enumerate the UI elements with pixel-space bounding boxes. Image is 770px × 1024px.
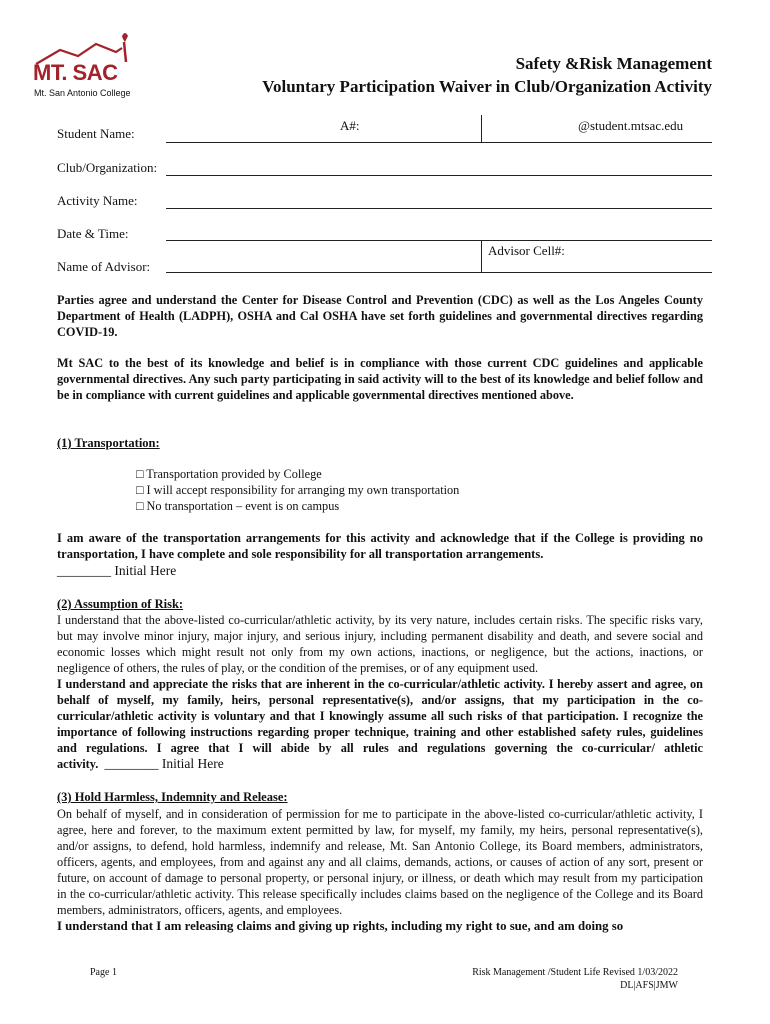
checkbox-icon[interactable]: □ (136, 499, 144, 513)
student-name-field[interactable] (166, 142, 712, 143)
a-number-label: A#: (340, 118, 360, 133)
transport-option[interactable]: □ No transportation – event is on campus (136, 499, 340, 513)
advisor-cell-label: Advisor Cell#: (488, 243, 565, 258)
harmless-bold-text: I understand that I am releasing claims and giving up rights, including my right to sue, and am doing so (57, 919, 624, 933)
student-name-label: Student Name: (57, 126, 135, 141)
date-time-label: Date & Time: (57, 226, 129, 241)
transport-statement: I am aware of the transportation arrangements for this activity and acknowledge that if the College is providing no transportation, I have complete and sole responsibility for all transportation arrangements. (57, 531, 703, 561)
transport-initial[interactable]: ________ Initial Here (57, 563, 177, 578)
date-time-field[interactable] (166, 240, 712, 241)
club-field[interactable] (166, 175, 712, 176)
harmless-heading: (3) Hold Harmless, Indemnity and Release: (57, 790, 288, 804)
intro-paragraph-2: Mt SAC to the best of its knowledge and belief is in compliance with those current CDC guidelines and applicable governmental directives. Any such party participating in said activity will to the best of its knowledge and belief follow and be in compliance with current guidelines and applicable governmental directives mentioned above. (57, 356, 703, 402)
logo-subtitle: Mt. San Antonio College (34, 88, 131, 98)
transportation-heading: (1) Transportation: (57, 436, 160, 450)
risk-initial[interactable]: ________ Initial Here (104, 756, 224, 771)
risk-heading: (2) Assumption of Risk: (57, 597, 184, 611)
advisor-field[interactable] (166, 272, 712, 273)
page-number: Page 1 (90, 967, 117, 978)
page-title: Safety &Risk Management (515, 54, 712, 73)
checkbox-icon[interactable]: □ (136, 467, 144, 481)
risk-text: I understand that the above-listed co-curricular/athletic activity, by its very nature, includes certain risks. The specific risks vary, but may involve minor injury, major injury, and serious injury, including permanent disability and death, and severe social and economic losses which might result not only from my own actions, inactions, or negligence, but the actions, inactions, or negligence of others, the rules of play, or the condition of the premises, or of any equipment used. (57, 613, 703, 675)
intro-paragraph-1: Parties agree and understand the Center for Disease Control and Prevention (CDC) as well as the Los Angeles County Department of Health (LADPH), OSHA and Cal OSHA have set forth guidelines and governmental directives regarding COVID-19. (57, 293, 703, 339)
author-initials: DL|AFS|JMW (620, 980, 678, 991)
page-subtitle: Voluntary Participation Waiver in Club/Organization Activity (262, 77, 712, 96)
harmless-text: On behalf of myself, and in consideration of permission for me to participate in the above-listed co-curricular/athletic activity, I agree, here and forever, to the maximum extent permitted by law, for myself, my family, my heirs, personal representative(s), and/or assigns, to defend, hold harmless, indemnify and release, Mt. San Antonio College, its Board members, administrators, officers, agents, and employees, from and against any and all claims, demands, actions, or causes of action of any sort, present or future, on account of damage to personal property, or personal injury, or illness, or death which may result from my participation in the co-curricular/athletic activity. This release specifically includes claims based on the negligence of the College and its Board members, administrators, officers, agents, and employees. (57, 807, 703, 917)
transport-option[interactable]: □ I will accept responsibility for arranging my own transportation (136, 483, 460, 497)
activity-label: Activity Name: (57, 193, 138, 208)
field-divider (481, 240, 482, 272)
field-divider (481, 115, 482, 142)
club-label: Club/Organization: (57, 160, 158, 175)
email-suffix-label: @student.mtsac.edu (578, 118, 684, 133)
logo-wordmark: MT. SAC (33, 60, 118, 85)
checkbox-icon[interactable]: □ (136, 483, 144, 497)
activity-field[interactable] (166, 208, 712, 209)
revision-note: Risk Management /Student Life Revised 1/03/2022 (472, 967, 678, 978)
risk-bold-text: I understand and appreciate the risks that are inherent in the co-curricular/athletic activity. I hereby assert and agree, on behalf of myself, my family, heirs, personal representative(s), and/or assigns, that my participation in the co-curricular/athletic activity is voluntary and that I knowingly assume all such risks of that participation. I recognize the importance of following instructions regarding proper technique, training and other established safety rules, guidelines and regulations. I agree that I will abide by all rules and regulations governing the co-curricular/ athletic activity. ________ Initial Here (57, 677, 703, 771)
advisor-name-label: Name of Advisor: (57, 259, 151, 274)
transport-option[interactable]: □ Transportation provided by College (136, 467, 322, 481)
